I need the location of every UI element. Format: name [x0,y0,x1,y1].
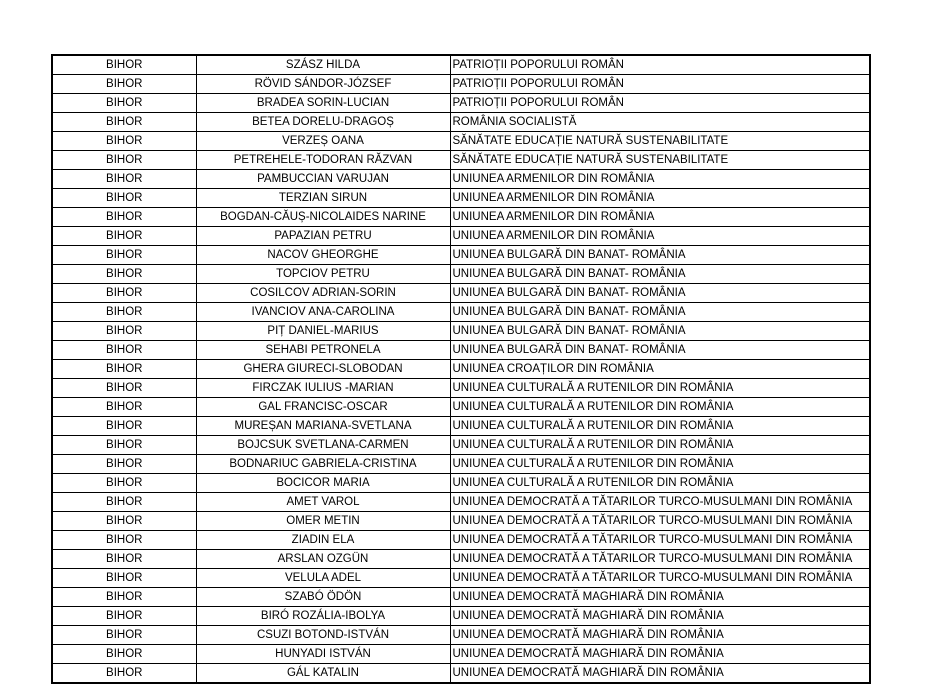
county-cell: BIHOR [52,588,196,607]
party-cell: UNIUNEA BULGARĂ DIN BANAT- ROMÂNIA [450,284,870,303]
party-cell: SĂNĂTATE EDUCAȚIE NATURĂ SUSTENABILITATE [450,132,870,151]
candidate-name-cell: BOGDAN-CĂUȘ-NICOLAIDES NARINE [196,208,450,227]
county-cell: BIHOR [52,113,196,132]
county-cell: BIHOR [52,493,196,512]
party-cell: UNIUNEA CULTURALĂ A RUTENILOR DIN ROMÂNIA [450,436,870,455]
party-cell: UNIUNEA DEMOCRATĂ MAGHIARĂ DIN ROMÂNIA [450,645,870,664]
party-cell: UNIUNEA DEMOCRATĂ MAGHIARĂ DIN ROMÂNIA [450,626,870,645]
county-cell: BIHOR [52,474,196,493]
table-row [52,607,870,626]
party-cell: UNIUNEA BULGARĂ DIN BANAT- ROMÂNIA [450,265,870,284]
county-cell: BIHOR [52,189,196,208]
candidate-name-cell: VELULA ADEL [196,569,450,588]
candidate-name-cell: BIRÓ ROZÁLIA-IBOLYA [196,607,450,626]
county-cell: BIHOR [52,322,196,341]
table-row [52,398,870,417]
table-row [52,113,870,132]
candidate-name-cell: RÖVID SÁNDOR-JÓZSEF [196,75,450,94]
candidate-name-cell: PIȚ DANIEL-MARIUS [196,322,450,341]
party-cell: UNIUNEA BULGARĂ DIN BANAT- ROMÂNIA [450,322,870,341]
candidate-name-cell: OMER METIN [196,512,450,531]
candidate-name-cell: SZÁSZ HILDA [196,55,450,75]
candidate-name-cell: ZIADIN ELA [196,531,450,550]
candidate-name-cell: PAPAZIAN PETRU [196,227,450,246]
county-cell: BIHOR [52,379,196,398]
table-row [52,550,870,569]
party-cell: UNIUNEA DEMOCRATĂ MAGHIARĂ DIN ROMÂNIA [450,588,870,607]
party-cell: UNIUNEA DEMOCRATĂ A TĂTARILOR TURCO-MUSULMANI DIN ROMÂNIA [450,569,870,588]
table-row [52,227,870,246]
table-row [52,208,870,227]
county-cell: BIHOR [52,75,196,94]
table-row [52,588,870,607]
candidate-table-body [52,55,870,683]
table-row [52,493,870,512]
party-cell: ROMÂNIA SOCIALISTĂ [450,113,870,132]
table-row [52,360,870,379]
candidate-name-cell: PAMBUCCIAN VARUJAN [196,170,450,189]
county-cell: BIHOR [52,246,196,265]
party-cell: UNIUNEA ARMENILOR DIN ROMÂNIA [450,170,870,189]
county-cell: BIHOR [52,265,196,284]
candidate-name-cell: TOPCIOV PETRU [196,265,450,284]
candidate-name-cell: AMET VAROL [196,493,450,512]
county-cell: BIHOR [52,531,196,550]
county-cell: BIHOR [52,341,196,360]
candidate-name-cell: TERZIAN SIRUN [196,189,450,208]
party-cell: UNIUNEA DEMOCRATĂ A TĂTARILOR TURCO-MUSULMANI DIN ROMÂNIA [450,493,870,512]
county-cell: BIHOR [52,607,196,626]
party-cell: UNIUNEA DEMOCRATĂ A TĂTARILOR TURCO-MUSULMANI DIN ROMÂNIA [450,550,870,569]
table-row [52,664,870,684]
county-cell: BIHOR [52,132,196,151]
party-cell: UNIUNEA DEMOCRATĂ MAGHIARĂ DIN ROMÂNIA [450,607,870,626]
table-row [52,322,870,341]
county-cell: BIHOR [52,55,196,75]
table-row [52,265,870,284]
candidate-name-cell: BETEA DORELU-DRAGOȘ [196,113,450,132]
table-row [52,436,870,455]
county-cell: BIHOR [52,227,196,246]
table-row [52,75,870,94]
county-cell: BIHOR [52,151,196,170]
party-cell: PATRIOȚII POPORULUI ROMÂN [450,75,870,94]
candidate-name-cell: PETREHELE-TODORAN RĂZVAN [196,151,450,170]
county-cell: BIHOR [52,550,196,569]
candidate-name-cell: SZABÓ ÖDÖN [196,588,450,607]
table-row [52,417,870,436]
party-cell: UNIUNEA CULTURALĂ A RUTENILOR DIN ROMÂNIA [450,398,870,417]
party-cell: SĂNĂTATE EDUCAȚIE NATURĂ SUSTENABILITATE [450,151,870,170]
county-cell: BIHOR [52,455,196,474]
table-row [52,341,870,360]
county-cell: BIHOR [52,512,196,531]
table-row [52,531,870,550]
county-cell: BIHOR [52,360,196,379]
county-cell: BIHOR [52,436,196,455]
table-row [52,151,870,170]
candidate-table [51,54,871,684]
candidate-name-cell: BODNARIUC GABRIELA-CRISTINA [196,455,450,474]
table-row [52,455,870,474]
candidate-name-cell: COSILCOV ADRIAN-SORIN [196,284,450,303]
county-cell: BIHOR [52,626,196,645]
candidate-name-cell: GHERA GIURECI-SLOBODAN [196,360,450,379]
county-cell: BIHOR [52,569,196,588]
table-row [52,474,870,493]
county-cell: BIHOR [52,208,196,227]
party-cell: PATRIOȚII POPORULUI ROMÂN [450,55,870,75]
party-cell: UNIUNEA DEMOCRATĂ A TĂTARILOR TURCO-MUSULMANI DIN ROMÂNIA [450,512,870,531]
candidate-name-cell: BOJCSUK SVETLANA-CARMEN [196,436,450,455]
party-cell: PATRIOȚII POPORULUI ROMÂN [450,94,870,113]
candidate-name-cell: CSUZI BOTOND-ISTVÁN [196,626,450,645]
table-row [52,512,870,531]
table-row [52,379,870,398]
county-cell: BIHOR [52,94,196,113]
candidate-name-cell: FIRCZAK IULIUS -MARIAN [196,379,450,398]
candidate-name-cell: MUREȘAN MARIANA-SVETLANA [196,417,450,436]
party-cell: UNIUNEA DEMOCRATĂ MAGHIARĂ DIN ROMÂNIA [450,664,870,684]
candidate-name-cell: NACOV GHEORGHE [196,246,450,265]
county-cell: BIHOR [52,417,196,436]
party-cell: UNIUNEA ARMENILOR DIN ROMÂNIA [450,208,870,227]
table-row [52,303,870,322]
party-cell: UNIUNEA ARMENILOR DIN ROMÂNIA [450,227,870,246]
table-row [52,569,870,588]
county-cell: BIHOR [52,664,196,684]
candidate-name-cell: GÁL KATALIN [196,664,450,684]
candidate-name-cell: SEHABI PETRONELA [196,341,450,360]
county-cell: BIHOR [52,284,196,303]
table-row [52,246,870,265]
table-row [52,284,870,303]
table-row [52,626,870,645]
candidate-name-cell: BOCICOR MARIA [196,474,450,493]
candidate-name-cell: GAL FRANCISC-OSCAR [196,398,450,417]
party-cell: UNIUNEA BULGARĂ DIN BANAT- ROMÂNIA [450,341,870,360]
table-row [52,132,870,151]
party-cell: UNIUNEA CULTURALĂ A RUTENILOR DIN ROMÂNIA [450,379,870,398]
candidate-name-cell: BRADEA SORIN-LUCIAN [196,94,450,113]
candidate-name-cell: HUNYADI ISTVÁN [196,645,450,664]
party-cell: UNIUNEA CROAȚILOR DIN ROMÂNIA [450,360,870,379]
county-cell: BIHOR [52,303,196,322]
party-cell: UNIUNEA ARMENILOR DIN ROMÂNIA [450,189,870,208]
table-row [52,645,870,664]
party-cell: UNIUNEA BULGARĂ DIN BANAT- ROMÂNIA [450,246,870,265]
table-row [52,170,870,189]
table-row [52,55,870,75]
county-cell: BIHOR [52,170,196,189]
party-cell: UNIUNEA DEMOCRATĂ A TĂTARILOR TURCO-MUSULMANI DIN ROMÂNIA [450,531,870,550]
party-cell: UNIUNEA CULTURALĂ A RUTENILOR DIN ROMÂNIA [450,455,870,474]
table-row [52,94,870,113]
candidate-name-cell: ARSLAN OZGÜN [196,550,450,569]
table-row [52,189,870,208]
candidate-name-cell: IVANCIOV ANA-CAROLINA [196,303,450,322]
county-cell: BIHOR [52,645,196,664]
candidate-name-cell: VERZEȘ OANA [196,132,450,151]
party-cell: UNIUNEA CULTURALĂ A RUTENILOR DIN ROMÂNIA [450,474,870,493]
county-cell: BIHOR [52,398,196,417]
party-cell: UNIUNEA CULTURALĂ A RUTENILOR DIN ROMÂNIA [450,417,870,436]
party-cell: UNIUNEA BULGARĂ DIN BANAT- ROMÂNIA [450,303,870,322]
